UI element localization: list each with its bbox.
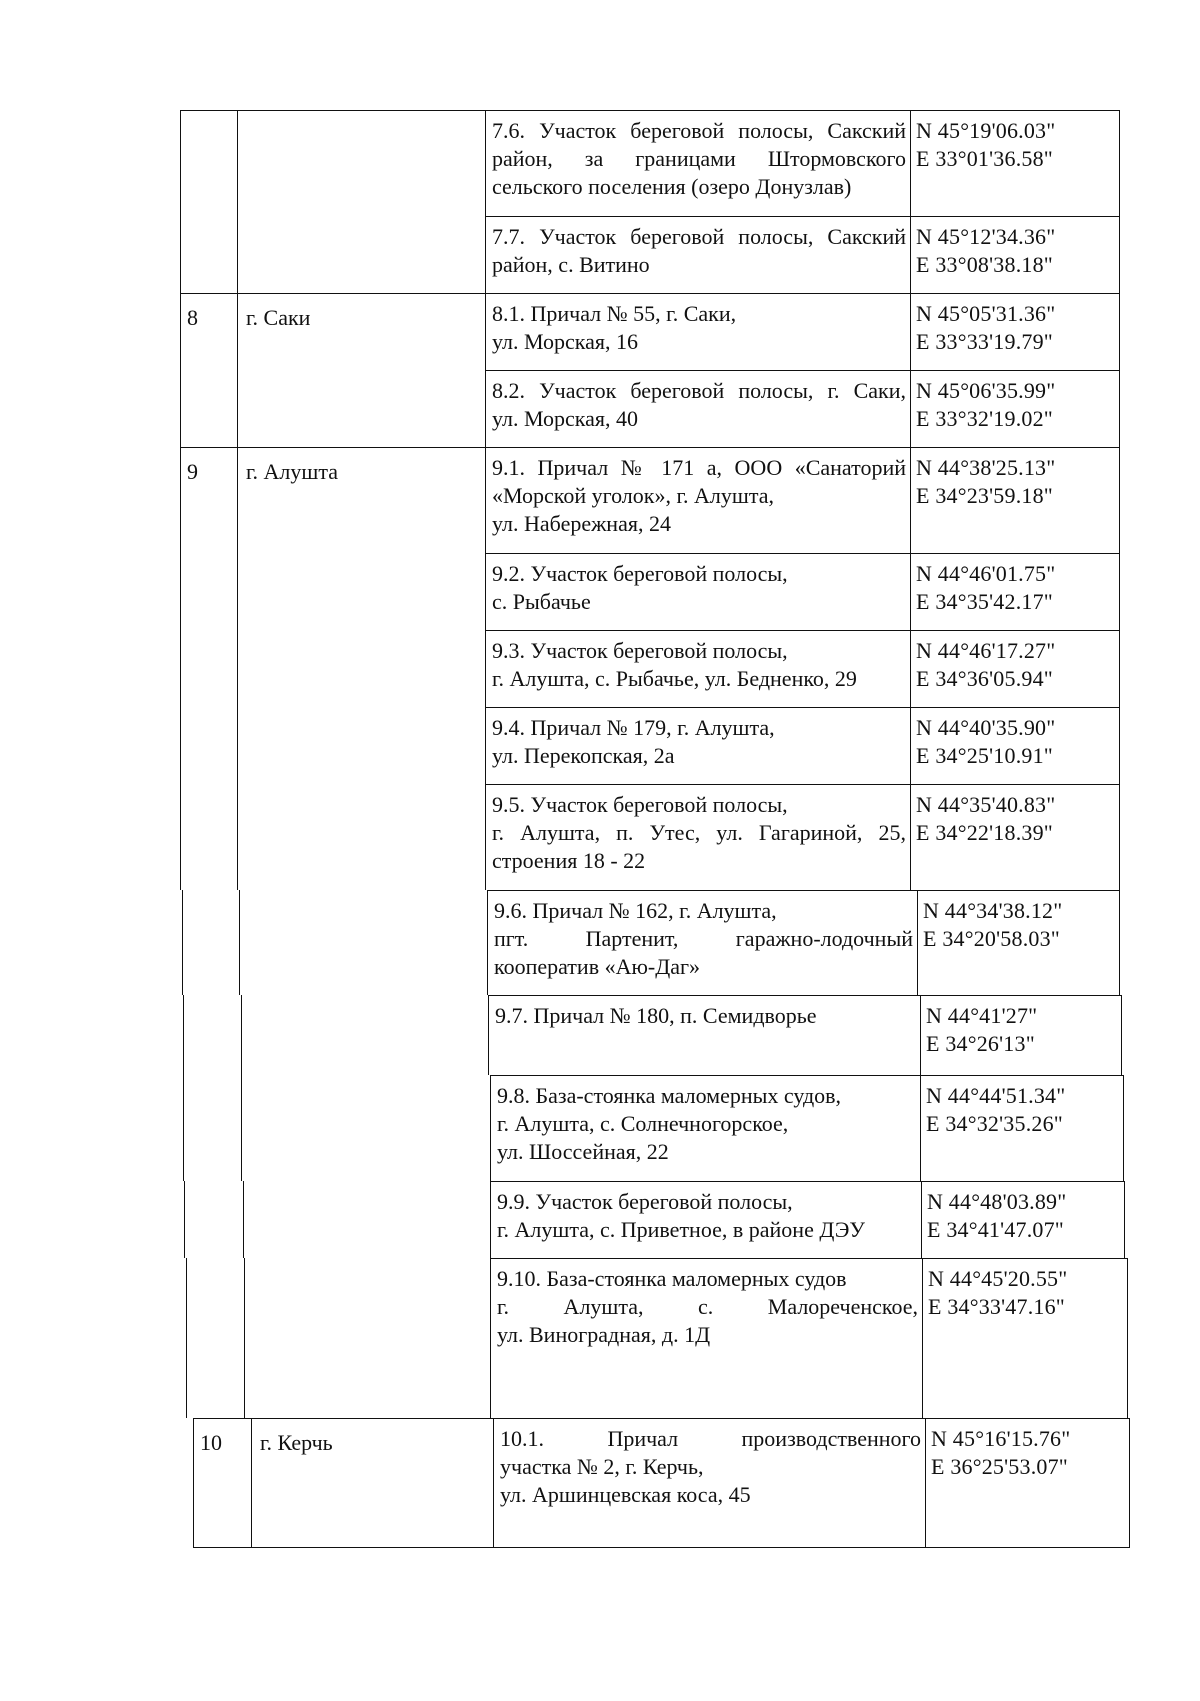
location-description-cell: [490, 1181, 921, 1258]
description-line: г. Алушта, п. Утес, ул. Гагариной, 25,: [492, 820, 906, 845]
longitude: E 34°35'42.17": [916, 589, 1053, 614]
coordinates-cell: [910, 447, 1120, 553]
number-cell: [186, 1258, 244, 1418]
description-line: 8.2. Участок береговой полосы, г. Саки,: [492, 378, 906, 403]
description-line: г. Алушта, с. Рыбачье, ул. Бедненко, 29: [492, 666, 857, 691]
description-line: с. Рыбачье: [492, 589, 591, 614]
row-number: 10: [200, 1430, 222, 1455]
description-line: ул. Шоссейная, 22: [497, 1139, 669, 1164]
description-line: участка № 2, г. Керчь,: [500, 1454, 704, 1479]
city-name: г. Алушта: [246, 459, 338, 484]
latitude: N 44°45'20.55": [928, 1266, 1068, 1291]
description-line: ул. Перекопская, 2а: [492, 743, 675, 768]
description-line: 7.6. Участок береговой полосы, Сакский: [492, 118, 906, 143]
coordinates-cell: [921, 1181, 1125, 1258]
number-cell: [180, 784, 237, 890]
location-description-cell: [485, 447, 910, 553]
description-line: строения 18 - 22: [492, 848, 646, 873]
location-description: [495, 1002, 916, 1030]
city-cell: [239, 890, 487, 995]
number-cell: [180, 707, 237, 784]
latitude: N 44°35'40.83": [916, 792, 1056, 817]
location-description: [492, 300, 906, 356]
coordinates-cell: [910, 630, 1120, 707]
location-description-cell: [490, 1258, 922, 1418]
description-line: район, с. Витино: [492, 252, 650, 277]
description-line: г. Алушта, с. Солнечногорское,: [497, 1111, 789, 1136]
number-cell: [180, 370, 237, 447]
coordinates-cell: [925, 1418, 1130, 1548]
location-description-cell: [485, 707, 910, 784]
description-line: район, за границами Штормовского: [492, 146, 906, 171]
number-cell: [183, 1075, 241, 1181]
city-name: г. Саки: [246, 305, 311, 330]
description-line: 9.5. Участок береговой полосы,: [492, 792, 788, 817]
latitude: N 45°16'15.76": [931, 1426, 1071, 1451]
number-cell: [180, 110, 237, 216]
location-description: [497, 1082, 916, 1166]
row-number: 8: [187, 305, 198, 330]
location-description: [492, 714, 906, 770]
location-description: [500, 1425, 921, 1509]
city-cell: [237, 370, 485, 447]
latitude: N 44°40'35.90": [916, 715, 1056, 740]
city-cell: [241, 995, 488, 1075]
number-cell: [193, 1418, 251, 1548]
number-cell: [183, 995, 241, 1075]
city-cell: [237, 784, 485, 890]
location-description: [492, 791, 906, 875]
longitude: E 36°25'53.07": [931, 1454, 1068, 1479]
latitude: N 45°19'06.03": [916, 118, 1056, 143]
number-cell: [180, 216, 237, 293]
description-line: 9.8. База-стоянка маломерных судов,: [497, 1083, 842, 1108]
coordinates-cell: [910, 707, 1120, 784]
coordinates-cell: [910, 370, 1120, 447]
longitude: E 34°32'35.26": [926, 1111, 1063, 1136]
location-description: [497, 1188, 917, 1244]
location-description: [494, 897, 913, 981]
location-description-cell: [488, 995, 920, 1075]
number-cell: [180, 293, 237, 370]
longitude: E 34°26'13": [926, 1031, 1035, 1056]
number-cell: [184, 1181, 243, 1258]
latitude: N 45°05'31.36": [916, 301, 1056, 326]
latitude: N 44°38'25.13": [916, 455, 1056, 480]
latitude: N 45°12'34.36": [916, 224, 1056, 249]
city-cell: [237, 447, 485, 553]
latitude: N 44°41'27": [926, 1003, 1038, 1028]
city-cell: [241, 1075, 490, 1181]
description-line: «Морской уголок», г. Алушта,: [492, 483, 774, 508]
coordinates-cell: [920, 995, 1122, 1075]
coordinates-cell: [922, 1258, 1128, 1418]
description-line: 9.9. Участок береговой полосы,: [497, 1189, 793, 1214]
longitude: E 34°33'47.16": [928, 1294, 1065, 1319]
description-line: ул. Виноградная, д. 1Д: [497, 1322, 711, 1347]
location-description-cell: [485, 216, 910, 293]
coordinates-cell: [910, 110, 1120, 216]
description-line: 9.1. Причал № 171 а, ООО «Санаторий: [492, 455, 906, 480]
coordinates-cell: [910, 293, 1120, 370]
description-line: 10.1. Причал производственного: [500, 1426, 921, 1451]
city-cell: [237, 553, 485, 630]
location-description: [492, 637, 906, 693]
longitude: E 34°41'47.07": [927, 1217, 1064, 1242]
longitude: E 33°08'38.18": [916, 252, 1053, 277]
city-cell: [244, 1258, 490, 1418]
location-description-cell: [485, 553, 910, 630]
location-description-cell: [487, 890, 917, 995]
description-line: 8.1. Причал № 55, г. Саки,: [492, 301, 737, 326]
latitude: N 44°46'17.27": [916, 638, 1056, 663]
description-line: ул. Морская, 40: [492, 406, 639, 431]
row-number: 9: [187, 459, 198, 484]
city-name: г. Керчь: [260, 1430, 333, 1455]
location-description: [492, 454, 906, 538]
longitude: E 34°25'10.91": [916, 743, 1053, 768]
location-description-cell: [485, 370, 910, 447]
description-line: 9.7. Причал № 180, п. Семидворье: [495, 1003, 817, 1028]
latitude: N 44°46'01.75": [916, 561, 1056, 586]
latitude: N 44°48'03.89": [927, 1189, 1067, 1214]
number-cell: [180, 630, 237, 707]
location-description-cell: [493, 1418, 925, 1548]
longitude: E 33°01'36.58": [916, 146, 1053, 171]
location-description: [492, 560, 906, 616]
description-line: кооператив «Аю-Даг»: [494, 954, 701, 979]
description-line: сельского поселения (озеро Донузлав): [492, 174, 852, 199]
location-description-cell: [485, 630, 910, 707]
location-description: [492, 377, 906, 433]
description-line: ул. Аршинцевская коса, 45: [500, 1482, 751, 1507]
longitude: E 33°32'19.02": [916, 406, 1053, 431]
coordinates-cell: [910, 216, 1120, 293]
description-line: ул. Набережная, 24: [492, 511, 671, 536]
location-description: [497, 1265, 918, 1349]
city-cell: [237, 707, 485, 784]
description-line: ул. Морская, 16: [492, 329, 639, 354]
number-cell: [182, 890, 239, 995]
location-description-cell: [485, 784, 910, 890]
coordinates-cell: [910, 784, 1120, 890]
coordinates-cell: [910, 553, 1120, 630]
description-line: 9.10. База-стоянка маломерных судов: [497, 1266, 847, 1291]
number-cell: [180, 553, 237, 630]
city-cell: [237, 216, 485, 293]
city-cell: [243, 1181, 490, 1258]
city-cell: [251, 1418, 493, 1548]
location-description: [492, 117, 906, 201]
city-cell: [237, 110, 485, 216]
latitude: N 44°34'38.12": [923, 898, 1063, 923]
longitude: E 34°23'59.18": [916, 483, 1053, 508]
longitude: E 34°36'05.94": [916, 666, 1053, 691]
longitude: E 34°22'18.39": [916, 820, 1053, 845]
longitude: E 33°33'19.79": [916, 329, 1053, 354]
description-line: г. Алушта, с. Малореченское,: [497, 1294, 918, 1319]
location-description: [492, 223, 906, 279]
description-line: 7.7. Участок береговой полосы, Сакский: [492, 224, 906, 249]
latitude: N 45°06'35.99": [916, 378, 1056, 403]
description-line: г. Алушта, с. Приветное, в районе ДЭУ: [497, 1217, 865, 1242]
coordinates-cell: [917, 890, 1120, 995]
longitude: E 34°20'58.03": [923, 926, 1060, 951]
description-line: 9.3. Участок береговой полосы,: [492, 638, 788, 663]
description-line: 9.6. Причал № 162, г. Алушта,: [494, 898, 777, 923]
description-line: 9.2. Участок береговой полосы,: [492, 561, 788, 586]
coordinates-cell: [920, 1075, 1124, 1181]
location-description-cell: [485, 110, 910, 216]
city-cell: [237, 293, 485, 370]
description-line: 9.4. Причал № 179, г. Алушта,: [492, 715, 775, 740]
location-description-cell: [485, 293, 910, 370]
latitude: N 44°44'51.34": [926, 1083, 1066, 1108]
city-cell: [237, 630, 485, 707]
description-line: пгт. Партенит, гаражно-лодочный: [494, 926, 913, 951]
location-description-cell: [490, 1075, 920, 1181]
number-cell: [180, 447, 237, 553]
